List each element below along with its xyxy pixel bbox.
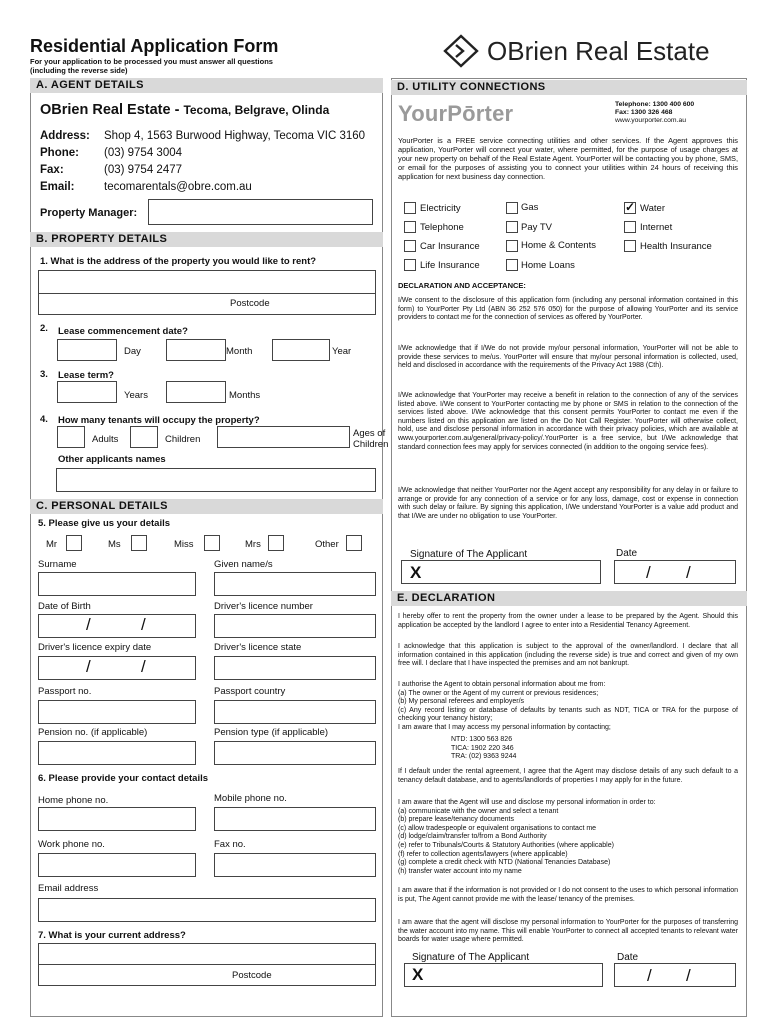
declaration-paragraph-6: I am aware that if the information is not provided or I do not consent to the uses to which personal information is put, The Agent cannot provide me with the lease/ tenancy of the premises. (398, 887, 738, 903)
declaration-paragraph-4: If I default under the rental agreement, I agree that the Agent may disclose details of any such default to a tenancy default database, and to agents/landlords of properties I may apply for in the future. (398, 768, 738, 784)
d-signature-label: Signature of The Applicant (410, 549, 528, 560)
ages-of-children-label (353, 428, 388, 450)
home-loans-checkbox[interactable] (506, 259, 518, 271)
uses-line-1: I am aware that the Agent will use and disclose my personal information in order to: (398, 799, 656, 806)
lease-month-field[interactable] (166, 339, 226, 361)
yourporter-logo-a: Your (398, 101, 448, 126)
q6-label: 6. Please provide your contact details (38, 773, 209, 784)
pay-tv-checkbox[interactable] (506, 221, 518, 233)
declaration-uses-list (398, 799, 738, 876)
uses-line-7: (f) refer to collection agents/lawyers (where applicable) (398, 850, 568, 858)
property-manager-field[interactable] (148, 199, 373, 225)
agency-name-text: OBrien Real Estate - (40, 102, 184, 118)
uses-line-4: (c) allow tradespeople or equivalent organisations to contact me (398, 824, 597, 832)
lease-year-label: Year (332, 346, 352, 357)
title-miss-label: Miss (174, 539, 194, 550)
email-value: tecomarentals@obre.com.au (104, 181, 252, 193)
declaration-authorise-list (398, 681, 738, 733)
work-phone-label: Work phone no. (38, 839, 105, 850)
property-postcode-field[interactable] (38, 293, 376, 315)
declaration-paragraph-2: I acknowledge that this application is subject to the approval of the owner/landlord. I declare that all information contained in this application (including the reverse side) is true and correct and given of my own free will. I declare that I have inspected the premises and am not bankrupt. (398, 643, 738, 668)
mobile-phone-label: Mobile phone no. (214, 793, 287, 804)
d-signature-field[interactable] (401, 560, 601, 584)
passport-country-label: Passport country (214, 686, 286, 697)
consent-paragraph-3: I/We acknowledge that YourPorter may receive a benefit in relation to the connection of any of the services listed above. I/We consent to YourPorter contacting me by phone or SMS in relation to the connection of the services listed above. I/We acknowledge that this consent permits YourPorter to contact me even if the numbers listed on this application are listed on the Do Not Call Register. YourPorter will otherwise collect, hold, use and disclose personal information in accordance with their privacy policies, which are available at www.yourporter.com.au/general/privacy-policy/.YourPorter is a free service, but I/We acknowledge that standard connection fees may apply for services connected (in addition to the ongoing service fees). (398, 392, 738, 451)
licence-expiry-field[interactable] (38, 656, 196, 680)
pension-type-label: Pension type (if applicable) (214, 727, 329, 738)
email-address-field[interactable] (38, 898, 376, 922)
yourporter-contact (615, 101, 694, 125)
home-contents-checkbox[interactable] (506, 240, 518, 252)
car-insurance-label: Car Insurance (420, 241, 480, 252)
authorise-line-4: (c) Any record listing or database of defaults by tenants such as NDT, TICA or TRA for the purpose of checking your tenancy history; (398, 706, 738, 723)
d-date-slash-2: / (686, 563, 691, 582)
gas-label: Gas (521, 202, 539, 213)
q7-label: 7. What is your current address? (38, 930, 186, 941)
address-value: Shop 4, 1563 Burwood Highway, Tecoma VIC 3160 (104, 130, 366, 142)
passport-no-label: Passport no. (38, 686, 92, 697)
title-ms-checkbox[interactable] (131, 535, 147, 551)
licence-number-label: Driver's licence number (214, 601, 313, 612)
children-field[interactable] (130, 426, 158, 448)
licence-number-field[interactable] (214, 614, 376, 638)
pay-tv-label: Pay TV (521, 222, 552, 233)
adults-label: Adults (92, 434, 119, 445)
mobile-phone-field[interactable] (214, 807, 376, 831)
licence-expiry-label: Driver's licence expiry date (38, 642, 152, 653)
lease-years-field[interactable] (57, 381, 117, 403)
title-other-label: Other (315, 539, 339, 550)
lease-months-label: Months (229, 390, 261, 401)
passport-country-field[interactable] (214, 700, 376, 724)
e-signature-x: X (412, 965, 424, 984)
title-ms-label: Ms (108, 539, 121, 550)
d-date-slash-1: / (646, 563, 651, 582)
passport-no-field[interactable] (38, 700, 196, 724)
internet-label: Internet (640, 222, 673, 233)
d-date-label: Date (616, 548, 638, 559)
title-other-checkbox[interactable] (346, 535, 362, 551)
home-phone-label: Home phone no. (38, 795, 109, 806)
health-insurance-label: Health Insurance (640, 241, 712, 252)
uses-line-2: (a) communicate with the owner and select a tenant (398, 807, 559, 815)
current-postcode-label: Postcode (232, 970, 272, 981)
section-a-heading: A. AGENT DETAILS (30, 78, 383, 93)
expiry-slash-2: / (141, 657, 146, 676)
e-signature-label: Signature of The Applicant (412, 952, 530, 963)
declaration-paragraph-1: I hereby offer to rent the property from the owner under a lease to be prepared by the Agent. Should this application be accepted by the landlord I agree to enter into a Residential Tenancy Agreement. (398, 613, 738, 629)
yourporter-logo-b: Pōrter (447, 101, 514, 126)
adults-field[interactable] (57, 426, 85, 448)
diamond-logo-icon (443, 34, 479, 68)
d-signature-x: X (410, 563, 422, 582)
pension-no-field[interactable] (38, 741, 196, 765)
e-date-slash-1: / (647, 966, 652, 985)
q4-number: 4. (40, 414, 48, 425)
life-insurance-checkbox[interactable] (404, 259, 416, 271)
phone-label: Phone: (40, 147, 79, 159)
work-phone-field[interactable] (38, 853, 196, 877)
internet-checkbox[interactable] (624, 221, 636, 233)
agency-locations: Tecoma, Belgrave, Olinda (183, 103, 330, 117)
licence-state-field[interactable] (214, 656, 376, 680)
yourporter-fax: Fax: 1300 326 468 (615, 109, 673, 116)
ages-of-children-field[interactable] (217, 426, 350, 448)
contact-ntd: NTD: 1300 563 826 (451, 736, 513, 743)
form-title: Residential Application Form (30, 36, 279, 56)
gas-checkbox[interactable] (506, 202, 518, 214)
lease-years-label: Years (124, 390, 148, 401)
fax-no-label: Fax no. (214, 839, 246, 850)
ages-line-1: Ages of (353, 428, 386, 439)
e-date-slash-2: / (686, 966, 691, 985)
e-date-field[interactable] (614, 963, 736, 987)
address-label: Address: (40, 130, 90, 142)
title-mr-checkbox[interactable] (66, 535, 82, 551)
declaration-acceptance-heading: DECLARATION AND ACCEPTANCE: (398, 281, 526, 290)
children-label: Children (165, 434, 201, 445)
pension-type-field[interactable] (214, 741, 376, 765)
current-address-field[interactable] (38, 943, 376, 965)
brand-logo (443, 34, 743, 70)
surname-field[interactable] (38, 572, 196, 596)
e-signature-field[interactable] (404, 963, 603, 987)
yourporter-logo (398, 101, 513, 127)
section-b-heading: B. PROPERTY DETAILS (30, 232, 383, 247)
authorise-line-2: (a) The owner or the Agent of my current or previous residences; (398, 689, 599, 697)
section-d-heading: D. UTILITY CONNECTIONS (391, 80, 747, 95)
licence-state-label: Driver's licence state (214, 642, 302, 653)
yourporter-web: www.yourporter.com.au (615, 117, 687, 124)
authorise-line-1: I authorise the Agent to obtain personal information about me from: (398, 681, 606, 688)
form-subtitle (30, 57, 273, 75)
subtitle-line-1: For your application to be processed you must answer all questions (30, 57, 273, 66)
life-insurance-label: Life Insurance (420, 260, 480, 271)
ages-line-2: Children (353, 439, 389, 450)
fax-no-field[interactable] (214, 853, 376, 877)
q1-label: 1. What is the address of the property you would like to rent? (40, 256, 317, 267)
contact-tra: TRA: (02) 9363 9244 (451, 753, 517, 761)
section-c-heading: C. PERSONAL DETAILS (30, 499, 383, 514)
property-postcode-label: Postcode (230, 298, 270, 309)
health-insurance-checkbox[interactable] (624, 240, 636, 252)
q2-label: Lease commencement date? (58, 326, 188, 337)
surname-label: Surname (38, 559, 77, 570)
given-names-field[interactable] (214, 572, 376, 596)
q3-number: 3. (40, 369, 48, 380)
lease-month-label: Month (226, 346, 253, 357)
authorise-line-5: I am aware that I may access my personal information by contacting; (398, 723, 611, 731)
property-manager-label: Property Manager: (40, 207, 138, 219)
q2-number: 2. (40, 323, 48, 334)
home-phone-field[interactable] (38, 807, 196, 831)
telephone-label: Telephone (420, 222, 464, 233)
consent-paragraph-1: I/We consent to the disclosure of this application form (including any personal information contained in this form) to YourPorter Pty Ltd (ABN 36 252 576 050) for the purpose of allowing YourPorter and its service providers to contact me for the connection of services as offered by YourPorter. (398, 297, 738, 322)
declaration-paragraph-7: I am aware that the agent will disclose my personal information to YourPorter for the purposes of transferring the water account into my name. This will enable YourPorter to connect all accepted tenants to relevant water boards for water usage where permitted. (398, 919, 738, 944)
home-loans-label: Home Loans (521, 260, 575, 271)
email-label: Email: (40, 181, 75, 193)
yourporter-intro: YourPorter is a FREE service connecting utilities and other services. If the Agent approves this application, YourPorter will connect your water, where permitted, for the purpose of usage charges at your new property on behalf of the Real Estate Agent. YourPorter will be contacting you by phone, SMS, or email for the purposes of assisting you to connect your utilities within 24 hours of receiving this application for next business day connection. (398, 136, 738, 181)
yourporter-tel: Telephone: 1300 400 600 (615, 101, 695, 108)
uses-line-5: (d) lodge/claim/transfer to/from a Bond Authority (398, 833, 547, 841)
lease-months-field[interactable] (166, 381, 226, 403)
lease-year-field[interactable] (272, 339, 330, 361)
q5-label: 5. Please give us your details (38, 518, 171, 529)
e-date-label: Date (617, 952, 639, 963)
agency-name (40, 102, 329, 118)
title-miss-checkbox[interactable] (204, 535, 220, 551)
other-applicants-label: Other applicants names (58, 454, 166, 465)
email-address-label: Email address (38, 883, 99, 894)
title-mrs-label: Mrs (245, 539, 261, 550)
agent-details-block (40, 128, 366, 196)
water-label: Water (640, 203, 665, 214)
q3-label: Lease term? (58, 370, 114, 381)
q4-label: How many tenants will occupy the property? (58, 415, 260, 426)
electricity-label: Electricity (420, 203, 461, 214)
pension-no-label: Pension no. (if applicable) (38, 727, 148, 738)
tenancy-database-contacts (451, 736, 651, 762)
uses-line-3: (b) prepare lease/tenancy documents (398, 816, 514, 824)
title-mrs-checkbox[interactable] (268, 535, 284, 551)
expiry-slash-1: / (86, 657, 91, 676)
uses-line-9: (h) transfer water account into my name (398, 867, 522, 875)
uses-line-8: (g) complete a credit check with NTD (National Tenancies Database) (398, 859, 611, 867)
current-postcode-field[interactable] (38, 964, 376, 986)
lease-day-field[interactable] (57, 339, 117, 361)
given-names-label: Given name/s (214, 559, 273, 570)
fax-label: Fax: (40, 164, 64, 176)
fax-value: (03) 9754 2477 (104, 164, 183, 176)
telephone-checkbox[interactable] (404, 221, 416, 233)
brand-name: OBrien Real Estate (487, 36, 710, 66)
uses-line-6: (e) refer to Tribunals/Courts & Statutory Authorities (where applicable) (398, 841, 614, 849)
water-checkmark-icon: ✓ (625, 200, 636, 214)
dob-field[interactable] (38, 614, 196, 638)
consent-paragraph-4: I/We acknowledge that neither YourPorter nor the Agent accept any responsibility for any delay in or failure to arrange or provide for any connection of a service or for any loss, damage, cost or expense in connection with such delay or failure. By signing this application, I/We understand YourPorter is a value add product and that I/We are under no obligation to use YourPorter. (398, 487, 738, 520)
other-applicants-field[interactable] (56, 468, 376, 492)
electricity-checkbox[interactable] (404, 202, 416, 214)
phone-value: (03) 9754 3004 (104, 147, 183, 159)
dob-slash-2: / (141, 615, 146, 634)
contact-tica: TICA: 1902 220 346 (451, 744, 514, 752)
lease-day-label: Day (124, 346, 141, 357)
title-mr-label: Mr (46, 539, 58, 550)
d-date-field[interactable] (614, 560, 736, 584)
section-e-heading: E. DECLARATION (391, 591, 747, 606)
water-checkbox[interactable] (624, 202, 636, 214)
dob-slash-1: / (86, 615, 91, 634)
property-address-field[interactable] (38, 270, 376, 294)
subtitle-line-2: (including the reverse side) (30, 66, 128, 75)
dob-label: Date of Birth (38, 601, 91, 612)
car-insurance-checkbox[interactable] (404, 240, 416, 252)
consent-paragraph-2: I/We acknowledge that if I/We do not provide my/our personal information, YourPorter will not be able to provide these services to me/us. YourPorter will ensure that my/our personal information is collected, used, held and disclosed in accordance with the requirements of the Privacy Act 1988 (Cth). (398, 345, 738, 370)
authorise-line-3: (b) My personal referees and employer/s (398, 698, 525, 706)
home-contents-label: Home & Contents (521, 240, 596, 251)
